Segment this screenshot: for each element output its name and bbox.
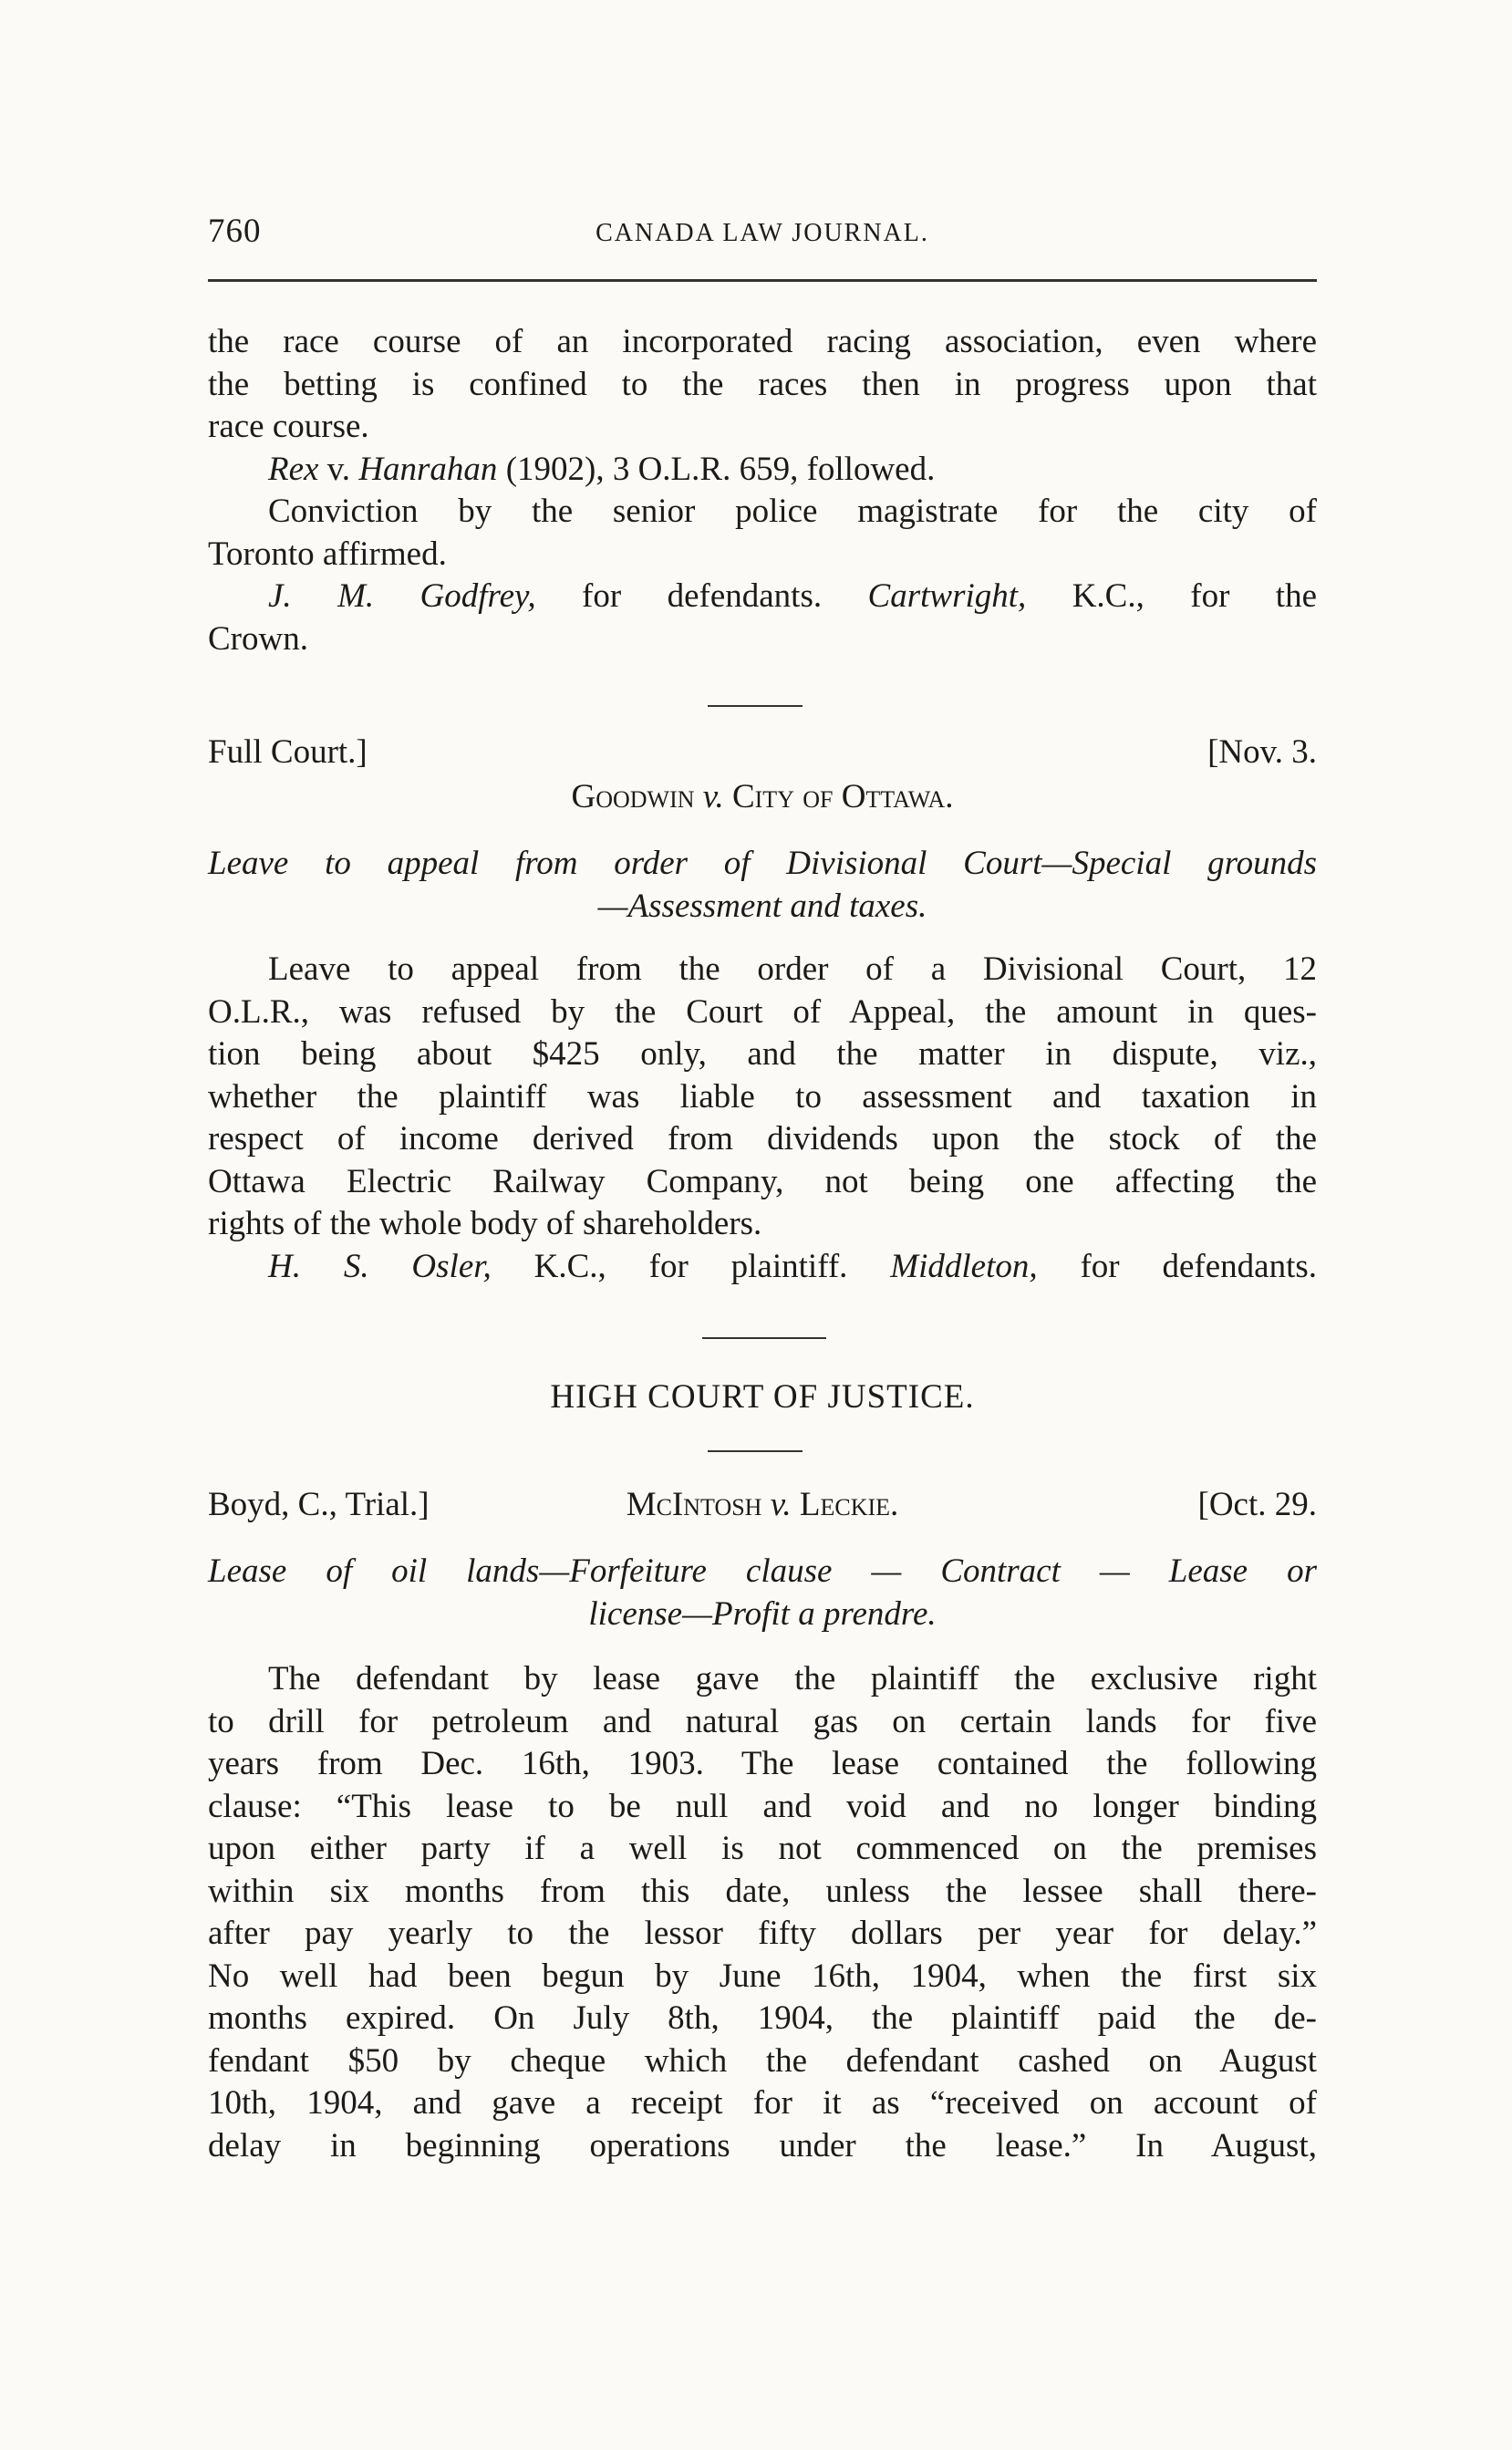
versus: v. bbox=[702, 778, 724, 815]
case-title-text bbox=[208, 777, 1317, 816]
text-line: the race course of an incorporated racing association, even where bbox=[208, 323, 1317, 360]
case-title bbox=[208, 777, 1317, 821]
text-line: fendant $50 by cheque which the defendant cashed on August bbox=[208, 2041, 1317, 2080]
text-line: rights of the whole body of shareholders. bbox=[208, 1205, 762, 1242]
counsel-name: H. S. Osler, bbox=[268, 1247, 492, 1285]
case1-tail bbox=[208, 321, 1317, 660]
text-line: respect of income derived from dividends upon the stock of the bbox=[208, 1120, 1317, 1158]
citation-rest: (1902), 3 O.L.R. 659, followed. bbox=[497, 450, 936, 488]
case3-body bbox=[208, 1658, 1317, 2167]
court-label: Boyd, C., Trial.] bbox=[208, 1486, 430, 1523]
case-header bbox=[208, 732, 1317, 776]
text-line: Leave to appeal from the order of a Divisional Court, 12 bbox=[268, 950, 1317, 988]
text-line: No well had been begun by June 16th, 1904, when the first six bbox=[208, 1957, 1317, 1995]
case-separator bbox=[702, 1337, 826, 1339]
text-line: Conviction by the senior police magistrate for the city of bbox=[268, 493, 1317, 530]
counsel-role: K.C., for plaintiff. bbox=[491, 1247, 891, 1285]
case-separator bbox=[708, 1450, 803, 1452]
headnote-line: license—Profit a prendre. bbox=[588, 1594, 937, 1633]
text-line: the betting is confined to the races then in progress upon that bbox=[208, 365, 1317, 403]
page-header bbox=[208, 212, 1317, 266]
text-line: tion being about $425 only, and the matter in dispute, viz., bbox=[208, 1035, 1317, 1073]
case-date: [Nov. 3. bbox=[1207, 733, 1317, 771]
text-line: delay in beginning operations under the lease.” In August, bbox=[208, 2126, 1317, 2165]
text-line: Toronto affirmed. bbox=[208, 535, 447, 573]
text-line: The defendant by lease gave the plaintiff the exclusive right bbox=[268, 1660, 1317, 1697]
text-line: years from Dec. 16th, 1903. The lease contained the following bbox=[208, 1745, 1317, 1782]
headnote bbox=[208, 843, 1317, 928]
text-line: 10th, 1904, and gave a receipt for it as “received on account of bbox=[208, 2084, 1317, 2122]
text-line: Crown. bbox=[208, 619, 308, 658]
case-title-text bbox=[208, 1485, 1317, 1524]
text-line: Ottawa Electric Railway Company, not being one affecting the bbox=[208, 1162, 1317, 1200]
text-line: upon either party if a well is not commenced on the premises bbox=[208, 1830, 1317, 1867]
text-line: within six months from this date, unless the lessee shall there- bbox=[208, 1872, 1317, 1910]
case-header bbox=[208, 1485, 1317, 1529]
case2-body bbox=[208, 949, 1317, 1288]
text-line: race course. bbox=[208, 408, 369, 445]
court-label: Full Court.] bbox=[208, 733, 368, 771]
counsel-name: J. M. Godfrey, bbox=[268, 577, 536, 615]
citation-v: v. bbox=[318, 450, 359, 488]
versus: v. bbox=[770, 1486, 792, 1523]
text-line: O.L.R., was refused by the Court of Appeal, the amount in ques- bbox=[208, 992, 1317, 1031]
party-a: Goodwin bbox=[571, 778, 703, 815]
text-line: clause: “This lease to be null and void and no longer binding bbox=[208, 1787, 1317, 1825]
headnote-line: Leave to appeal from order of Divisional Court—Special grounds bbox=[208, 845, 1317, 882]
text-line: months expired. On July 8th, 1904, the plaintiff paid the de- bbox=[208, 1999, 1317, 2037]
headnote bbox=[208, 1551, 1317, 1635]
running-title: CANADA LAW JOURNAL. bbox=[595, 219, 929, 247]
party-b: City of Ottawa. bbox=[723, 778, 954, 815]
citation-case: Rex bbox=[268, 450, 319, 488]
party-a: McIntosh bbox=[626, 1486, 771, 1523]
case-separator bbox=[708, 705, 803, 707]
headnote-line: —Assessment and taxes. bbox=[597, 887, 927, 925]
text-line: whether the plaintiff was liable to assessment and taxation in bbox=[208, 1077, 1317, 1116]
counsel-name: Middleton, bbox=[890, 1247, 1038, 1285]
citation-party: Hanrahan bbox=[358, 450, 498, 488]
counsel-name: Cartwright, bbox=[867, 577, 1027, 615]
text-line: after pay yearly to the lessor fifty dollars per year for delay.” bbox=[208, 1915, 1317, 1952]
party-b: Leckie. bbox=[791, 1486, 899, 1523]
header-rule bbox=[208, 279, 1317, 282]
counsel-role: K.C., for the bbox=[1026, 577, 1317, 615]
counsel-line bbox=[208, 1246, 1317, 1289]
counsel-role: for defendants. bbox=[1037, 1247, 1317, 1285]
case-date: [Oct. 29. bbox=[1197, 1486, 1317, 1523]
counsel-role: for defendants. bbox=[535, 577, 868, 615]
section-title: HIGH COURT OF JUSTICE. bbox=[550, 1378, 975, 1416]
text-line: to drill for petroleum and natural gas on certain lands for five bbox=[208, 1702, 1317, 1740]
headnote-line: Lease of oil lands—Forfeiture clause — Contract — Lease or bbox=[208, 1552, 1317, 1590]
page-number: 760 bbox=[208, 213, 262, 250]
counsel-line bbox=[208, 576, 1317, 618]
citation-line bbox=[208, 449, 1317, 492]
